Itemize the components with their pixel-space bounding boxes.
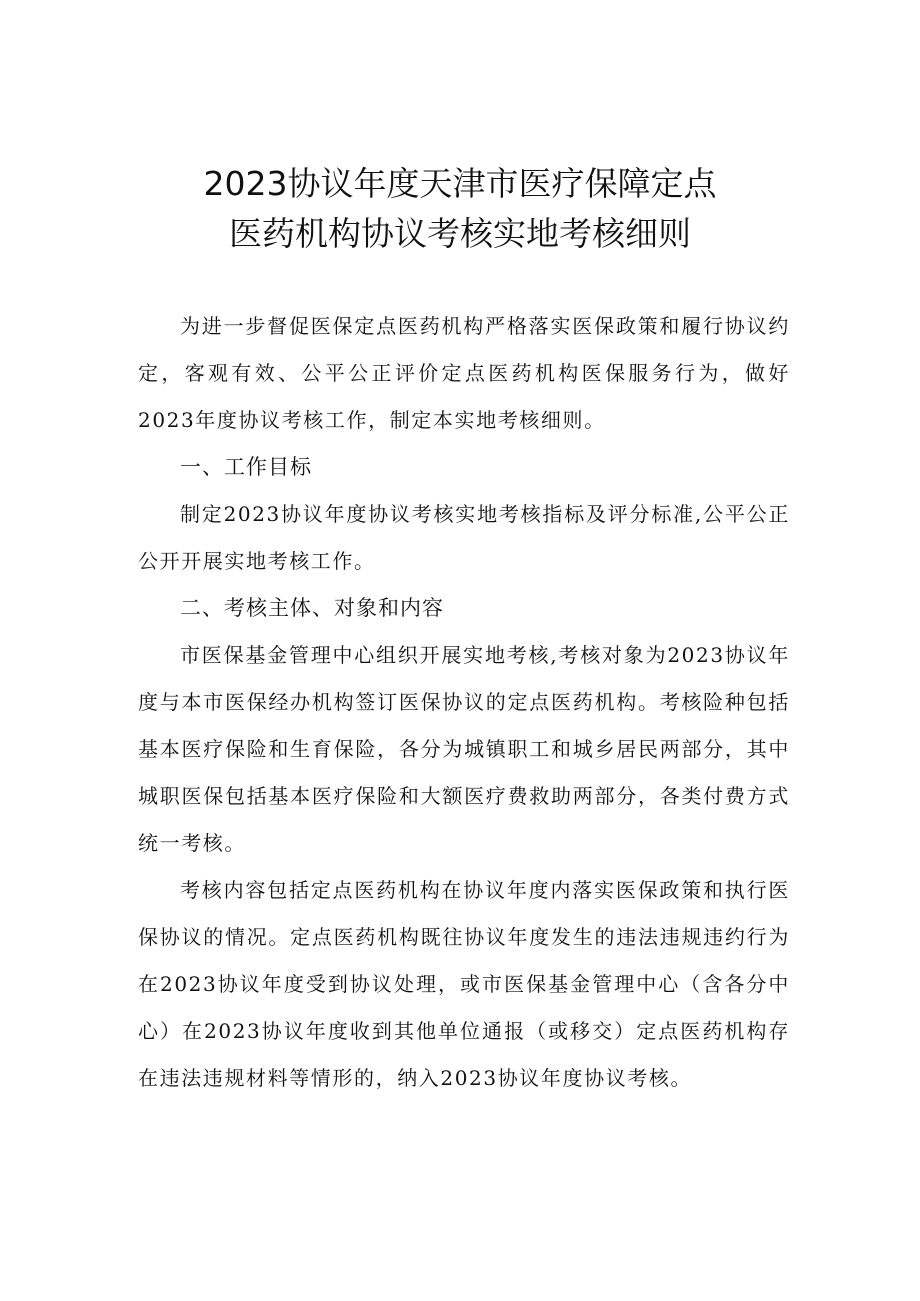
section-2-paragraph-1: 市医保基金管理中心组织开展实地考核,考核对象为2023协议年度与本市医保经办机构签订医保协议的定点医药机构。考核险种包括基本医疗保险和生育保险，各分为城镇职工和城乡居民两部分，其中城职医保包括基本医疗保险和大额医疗费救助两部分，各类付费方式统一考核。 (138, 643, 790, 855)
document-body (138, 303, 790, 1102)
section-1-heading: 一、工作目标 (180, 455, 312, 479)
document-title-line-2: 医药机构协议考核实地考核细则 (229, 214, 691, 253)
section-2-heading: 二、考核主体、对象和内容 (180, 596, 444, 620)
section-1-paragraph: 制定2023协议年度协议考核实地考核指标及评分标准,公平公正公开开展实地考核工作。 (138, 502, 790, 573)
intro-paragraph: 为进一步督促医保定点医药机构严格落实医保政策和履行协议约定，客观有效、公平公正评价定点医药机构医保服务行为，做好2023年度协议考核工作，制定本实地考核细则。 (138, 314, 790, 432)
document-title-line-1: 2023协议年度天津市医疗保障定点 (203, 164, 717, 203)
section-2-paragraph-2: 考核内容包括定点医药机构在协议年度内落实医保政策和执行医保协议的情况。定点医药机构既往协议年度发生的违法违规违约行为在2023协议年度受到协议处理，或市医保基金管理中心（含各分中心）在2023协议年度收到其他单位通报（或移交）定点医药机构存在违法违规材料等情形的，纳入2023协议年度协议考核。 (138, 878, 790, 1090)
